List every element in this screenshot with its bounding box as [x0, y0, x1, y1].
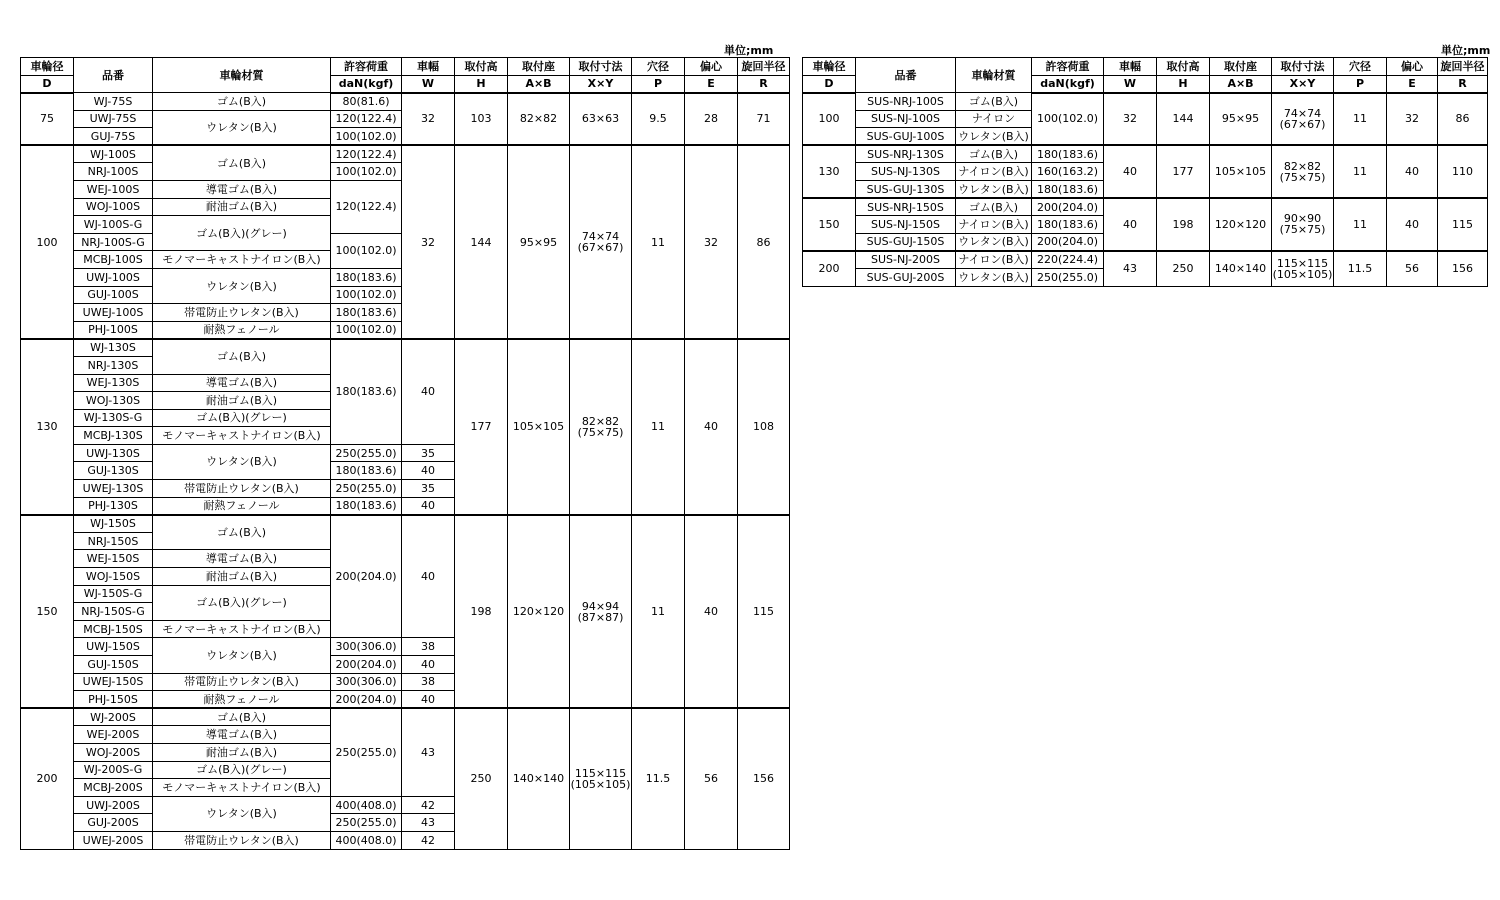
part-number: NRJ-150S — [74, 532, 153, 550]
mount-line-2: (105×105) — [1272, 267, 1333, 281]
header-mount: 取付寸法 — [1272, 58, 1334, 76]
wheel-material: 帯電防止ウレタン(B入) — [153, 673, 331, 691]
wheel-material: ゴム(B入)(グレー) — [153, 216, 331, 251]
plate-value: 105×105 — [508, 339, 570, 515]
height-value: 177 — [1157, 145, 1210, 198]
wheel-material: 導電ゴム(B入) — [153, 726, 331, 744]
wheel-material: ゴム(B入)(グレー) — [153, 409, 331, 427]
hole-value: 11 — [1334, 145, 1387, 198]
width-value: 38 — [402, 673, 455, 691]
radius-value: 156 — [738, 708, 790, 849]
height-value: 250 — [1157, 251, 1210, 286]
header-hole: 穴径 — [1334, 58, 1387, 76]
width-value: 40 — [402, 515, 455, 638]
mount-line-2: (87×87) — [577, 610, 624, 624]
load-value: 250(255.0) — [331, 480, 402, 498]
load-value: 100(102.0) — [1032, 93, 1104, 146]
load-value: 250(255.0) — [331, 814, 402, 832]
part-number: MCBJ-130S — [74, 427, 153, 445]
width-value: 40 — [1104, 145, 1157, 198]
subheader-p: P — [632, 76, 685, 93]
wheel-material: ゴム(B入) — [153, 515, 331, 550]
radius-value: 115 — [738, 515, 790, 709]
radius-value: 71 — [738, 93, 790, 146]
mount-line-1: 82×82 — [581, 414, 620, 428]
width-value: 32 — [402, 145, 455, 339]
wheel-material: 耐熱フェノール — [153, 691, 331, 709]
hole-value: 11 — [632, 145, 685, 339]
load-value: 200(204.0) — [1032, 233, 1104, 251]
part-number: WOJ-150S — [74, 568, 153, 586]
wheel-material: ウレタン(B入) — [956, 233, 1032, 251]
width-value: 40 — [402, 656, 455, 674]
wheel-material: ゴム(B入)(グレー) — [153, 761, 331, 779]
wheel-material: 導電ゴム(B入) — [153, 374, 331, 392]
header-width: 車幅 — [1104, 58, 1157, 76]
mount-value — [570, 515, 632, 709]
part-number: SUS-GUJ-200S — [856, 268, 956, 286]
load-value: 120(122.4) — [331, 145, 402, 163]
height-value: 250 — [455, 708, 508, 849]
diameter-cell: 75 — [21, 93, 74, 146]
header-mount: 取付寸法 — [570, 58, 632, 76]
subheader-xxy: X×Y — [570, 76, 632, 93]
load-value: 180(183.6) — [1032, 216, 1104, 234]
offset-value: 40 — [685, 515, 738, 709]
header-radius: 旋回半径 — [1438, 58, 1488, 76]
part-number: SUS-GUJ-100S — [856, 128, 956, 146]
load-value: 120(122.4) — [331, 180, 402, 233]
part-number: WJ-200S — [74, 708, 153, 726]
diameter-cell: 200 — [21, 708, 74, 849]
radius-value: 86 — [1438, 93, 1488, 146]
width-value: 40 — [402, 691, 455, 709]
load-value: 180(183.6) — [1032, 180, 1104, 198]
part-number: UWJ-100S — [74, 268, 153, 286]
mount-line-2: (75×75) — [1279, 170, 1326, 184]
table-row — [803, 198, 1488, 216]
part-number: SUS-NRJ-150S — [856, 198, 956, 216]
radius-value: 86 — [738, 145, 790, 339]
part-number: UWJ-75S — [74, 110, 153, 128]
load-value: 400(408.0) — [331, 796, 402, 814]
part-number: UWJ-200S — [74, 796, 153, 814]
part-number: WJ-200S-G — [74, 761, 153, 779]
mount-value — [1272, 251, 1334, 286]
mount-line-2: (75×75) — [1279, 223, 1326, 237]
header-wheel-material: 車輪材質 — [153, 58, 331, 93]
part-number: SUS-NJ-130S — [856, 163, 956, 181]
offset-value: 40 — [1387, 145, 1438, 198]
mount-value — [1272, 93, 1334, 146]
plate-value: 120×120 — [1210, 198, 1272, 251]
wheel-material: モノマーキャストナイロン(B入) — [153, 779, 331, 797]
part-number: WEJ-200S — [74, 726, 153, 744]
part-number: SUS-NJ-150S — [856, 216, 956, 234]
wheel-material: ウレタン(B入) — [153, 268, 331, 303]
table-row — [803, 145, 1488, 163]
offset-value: 32 — [1387, 93, 1438, 146]
part-number: SUS-GUJ-130S — [856, 180, 956, 198]
part-number: SUS-NJ-100S — [856, 110, 956, 128]
mount-line-2: (67×67) — [577, 241, 624, 255]
wheel-material: モノマーキャストナイロン(B入) — [153, 620, 331, 638]
wheel-material: 耐油ゴム(B入) — [153, 743, 331, 761]
wheel-material: 耐油ゴム(B入) — [153, 198, 331, 216]
mount-line-1: 94×94 — [581, 599, 620, 613]
width-value: 43 — [1104, 251, 1157, 286]
header-offset: 偏心 — [1387, 58, 1438, 76]
subheader-dan: daN(kgf) — [331, 76, 402, 93]
diameter-cell: 100 — [21, 145, 74, 339]
load-value: 80(81.6) — [331, 93, 402, 111]
load-value: 100(102.0) — [331, 128, 402, 146]
unit-label-right: 単位;mm — [1441, 44, 1491, 57]
part-number: PHJ-100S — [74, 321, 153, 339]
subheader-h: H — [1157, 76, 1210, 93]
part-number: WJ-100S-G — [74, 216, 153, 234]
wheel-material: 帯電防止ウレタン(B入) — [153, 304, 331, 322]
part-number: WEJ-150S — [74, 550, 153, 568]
table-row — [21, 708, 790, 726]
radius-value: 110 — [1438, 145, 1488, 198]
header-load: 許容荷重 — [331, 58, 402, 76]
wheel-material: 耐熱フェノール — [153, 321, 331, 339]
mount-line-1: 82×82 — [1283, 159, 1322, 173]
part-number: NRJ-100S — [74, 163, 153, 181]
table-row — [803, 251, 1488, 269]
part-number: WOJ-200S — [74, 743, 153, 761]
wheel-material: ゴム(B入) — [153, 145, 331, 180]
part-number: WEJ-100S — [74, 180, 153, 198]
header-diameter: 車輪径 — [21, 58, 74, 76]
part-number: MCBJ-200S — [74, 779, 153, 797]
width-value: 42 — [402, 796, 455, 814]
unit-label-left: 単位;mm — [724, 44, 774, 57]
header-height: 取付高 — [1157, 58, 1210, 76]
wheel-material: ナイロン(B入) — [956, 216, 1032, 234]
offset-value: 32 — [685, 145, 738, 339]
subheader-h: H — [455, 76, 508, 93]
wheel-material: ナイロン(B入) — [956, 251, 1032, 269]
header-width: 車幅 — [402, 58, 455, 76]
header-height: 取付高 — [455, 58, 508, 76]
width-value: 43 — [402, 814, 455, 832]
part-number: WOJ-100S — [74, 198, 153, 216]
load-value: 100(102.0) — [331, 321, 402, 339]
mount-line-1: 74×74 — [1283, 106, 1322, 120]
wheel-material: モノマーキャストナイロン(B入) — [153, 251, 331, 269]
width-value: 32 — [402, 93, 455, 146]
offset-value: 40 — [685, 339, 738, 515]
part-number: WEJ-130S — [74, 374, 153, 392]
subheader-w: W — [402, 76, 455, 93]
part-number: GUJ-150S — [74, 656, 153, 674]
header-part-number: 品番 — [74, 58, 153, 93]
width-value: 40 — [402, 339, 455, 445]
radius-value: 115 — [1438, 198, 1488, 251]
part-number: WJ-150S-G — [74, 585, 153, 603]
mount-value — [570, 339, 632, 515]
wheel-material: 耐油ゴム(B入) — [153, 392, 331, 410]
header-wheel-material: 車輪材質 — [956, 58, 1032, 93]
header-part-number: 品番 — [856, 58, 956, 93]
mount-value — [1272, 198, 1334, 251]
hole-value: 11 — [1334, 93, 1387, 146]
part-number: PHJ-130S — [74, 497, 153, 515]
hole-value: 11.5 — [632, 708, 685, 849]
subheader-xxy: X×Y — [1272, 76, 1334, 93]
header-plate: 取付座 — [1210, 58, 1272, 76]
header-diameter: 車輪径 — [803, 58, 856, 76]
wheel-material: 帯電防止ウレタン(B入) — [153, 480, 331, 498]
plate-value: 105×105 — [1210, 145, 1272, 198]
table-row — [803, 93, 1488, 111]
hole-value: 11 — [632, 515, 685, 709]
subheader-r: R — [738, 76, 790, 93]
mount-line-2: (67×67) — [1279, 117, 1326, 131]
wheel-material: ゴム(B入)(グレー) — [153, 585, 331, 620]
header-offset: 偏心 — [685, 58, 738, 76]
load-value: 220(224.4) — [1032, 251, 1104, 269]
mount-value — [570, 145, 632, 339]
part-number: UWJ-150S — [74, 638, 153, 656]
wheel-material: 耐油ゴム(B入) — [153, 568, 331, 586]
height-value: 198 — [455, 515, 508, 709]
wheel-material: ゴム(B入) — [153, 708, 331, 726]
part-number: GUJ-100S — [74, 286, 153, 304]
mount-line-2: (75×75) — [577, 425, 624, 439]
radius-value: 156 — [1438, 251, 1488, 286]
part-number: NRJ-130S — [74, 356, 153, 374]
wheel-material: ゴム(B入) — [153, 93, 331, 111]
load-value: 200(204.0) — [1032, 198, 1104, 216]
hole-value: 11 — [632, 339, 685, 515]
load-value: 300(306.0) — [331, 638, 402, 656]
diameter-cell: 130 — [21, 339, 74, 515]
height-value: 177 — [455, 339, 508, 515]
load-value: 250(255.0) — [1032, 268, 1104, 286]
plate-value: 120×120 — [508, 515, 570, 709]
wheel-material: ゴム(B入) — [956, 145, 1032, 163]
subheader-w: W — [1104, 76, 1157, 93]
load-value: 100(102.0) — [331, 163, 402, 181]
load-value: 180(183.6) — [331, 497, 402, 515]
part-number: PHJ-150S — [74, 691, 153, 709]
table-row — [21, 339, 790, 357]
load-value: 100(102.0) — [331, 233, 402, 268]
part-number: SUS-NRJ-130S — [856, 145, 956, 163]
part-number: GUJ-75S — [74, 128, 153, 146]
subheader-axb: A×B — [508, 76, 570, 93]
diameter-cell: 130 — [803, 145, 856, 198]
load-value: 200(204.0) — [331, 515, 402, 638]
wheel-material: ナイロン — [956, 110, 1032, 128]
width-value: 38 — [402, 638, 455, 656]
part-number: MCBJ-100S — [74, 251, 153, 269]
part-number: WJ-130S-G — [74, 409, 153, 427]
part-number: UWEJ-100S — [74, 304, 153, 322]
height-value: 103 — [455, 93, 508, 146]
subheader-dan: daN(kgf) — [1032, 76, 1104, 93]
header-radius: 旋回半径 — [738, 58, 790, 76]
table-row — [21, 93, 790, 111]
wheel-material: ゴム(B入) — [153, 339, 331, 374]
part-number: WJ-150S — [74, 515, 153, 533]
table-row — [21, 515, 790, 533]
load-value: 180(183.6) — [331, 462, 402, 480]
height-value: 198 — [1157, 198, 1210, 251]
width-value: 35 — [402, 480, 455, 498]
diameter-cell: 150 — [803, 198, 856, 251]
hole-value: 11.5 — [1334, 251, 1387, 286]
mount-line-1: 74×74 — [581, 230, 620, 244]
hole-value: 9.5 — [632, 93, 685, 146]
load-value: 180(183.6) — [331, 268, 402, 286]
header-plate: 取付座 — [508, 58, 570, 76]
plate-value: 82×82 — [508, 93, 570, 146]
load-value: 120(122.4) — [331, 110, 402, 128]
width-value: 42 — [402, 831, 455, 849]
mount-line-1: 90×90 — [1283, 212, 1322, 226]
wheel-material: ウレタン(B入) — [153, 444, 331, 479]
wheel-material: 耐熱フェノール — [153, 497, 331, 515]
width-value: 43 — [402, 708, 455, 796]
mount-line-1: 115×115 — [574, 766, 627, 780]
part-number: UWEJ-130S — [74, 480, 153, 498]
part-number: NRJ-150S-G — [74, 603, 153, 621]
mount-value — [1272, 145, 1334, 198]
table-row — [21, 145, 790, 163]
load-value: 180(183.6) — [1032, 145, 1104, 163]
mount-line-2: (105×105) — [570, 777, 631, 791]
offset-value: 28 — [685, 93, 738, 146]
hole-value: 11 — [1334, 198, 1387, 251]
right-spec-table — [802, 57, 1488, 287]
part-number: SUS-NJ-200S — [856, 251, 956, 269]
plate-value: 140×140 — [1210, 251, 1272, 286]
part-number: WJ-75S — [74, 93, 153, 111]
diameter-cell: 100 — [803, 93, 856, 146]
wheel-material: ナイロン(B入) — [956, 163, 1032, 181]
load-value: 180(183.6) — [331, 339, 402, 445]
load-value: 200(204.0) — [331, 691, 402, 709]
wheel-material: ウレタン(B入) — [956, 128, 1032, 146]
wheel-material: ウレタン(B入) — [153, 110, 331, 145]
part-number: WJ-100S — [74, 145, 153, 163]
wheel-material: ウレタン(B入) — [153, 796, 331, 831]
left-spec-table — [20, 57, 790, 850]
part-number: UWEJ-200S — [74, 831, 153, 849]
width-value: 40 — [402, 497, 455, 515]
part-number: SUS-GUJ-150S — [856, 233, 956, 251]
wheel-material: ウレタン(B入) — [956, 268, 1032, 286]
subheader-e: E — [1387, 76, 1438, 93]
wheel-material: ゴム(B入) — [956, 93, 1032, 111]
mount-line-1: 115×115 — [1276, 256, 1329, 270]
wheel-material: 帯電防止ウレタン(B入) — [153, 831, 331, 849]
load-value: 250(255.0) — [331, 444, 402, 462]
mount-value — [570, 708, 632, 849]
diameter-cell: 200 — [803, 251, 856, 286]
offset-value: 40 — [1387, 198, 1438, 251]
part-number: UWEJ-150S — [74, 673, 153, 691]
part-number: SUS-NRJ-100S — [856, 93, 956, 111]
plate-value: 140×140 — [508, 708, 570, 849]
width-value: 40 — [402, 462, 455, 480]
wheel-material: 導電ゴム(B入) — [153, 550, 331, 568]
header-hole: 穴径 — [632, 58, 685, 76]
width-value: 32 — [1104, 93, 1157, 146]
width-value: 40 — [1104, 198, 1157, 251]
load-value: 300(306.0) — [331, 673, 402, 691]
height-value: 144 — [455, 145, 508, 339]
part-number: NRJ-100S-G — [74, 233, 153, 251]
load-value: 100(102.0) — [331, 286, 402, 304]
header-load: 許容荷重 — [1032, 58, 1104, 76]
subheader-d: D — [803, 76, 856, 93]
part-number: UWJ-130S — [74, 444, 153, 462]
mount-value: 63×63 — [570, 93, 632, 146]
width-value: 35 — [402, 444, 455, 462]
offset-value: 56 — [1387, 251, 1438, 286]
wheel-material: 導電ゴム(B入) — [153, 180, 331, 198]
part-number: MCBJ-150S — [74, 620, 153, 638]
subheader-r: R — [1438, 76, 1488, 93]
subheader-axb: A×B — [1210, 76, 1272, 93]
subheader-d: D — [21, 76, 74, 93]
part-number: GUJ-200S — [74, 814, 153, 832]
load-value: 400(408.0) — [331, 831, 402, 849]
load-value: 180(183.6) — [331, 304, 402, 322]
diameter-cell: 150 — [21, 515, 74, 709]
wheel-material: モノマーキャストナイロン(B入) — [153, 427, 331, 445]
radius-value: 108 — [738, 339, 790, 515]
plate-value: 95×95 — [508, 145, 570, 339]
plate-value: 95×95 — [1210, 93, 1272, 146]
load-value: 250(255.0) — [331, 708, 402, 796]
part-number: WOJ-130S — [74, 392, 153, 410]
part-number: WJ-130S — [74, 339, 153, 357]
subheader-p: P — [1334, 76, 1387, 93]
wheel-material: ゴム(B入) — [956, 198, 1032, 216]
height-value: 144 — [1157, 93, 1210, 146]
subheader-e: E — [685, 76, 738, 93]
wheel-material: ウレタン(B入) — [956, 180, 1032, 198]
wheel-material: ウレタン(B入) — [153, 638, 331, 673]
load-value: 200(204.0) — [331, 656, 402, 674]
part-number: GUJ-130S — [74, 462, 153, 480]
offset-value: 56 — [685, 708, 738, 849]
load-value: 160(163.2) — [1032, 163, 1104, 181]
